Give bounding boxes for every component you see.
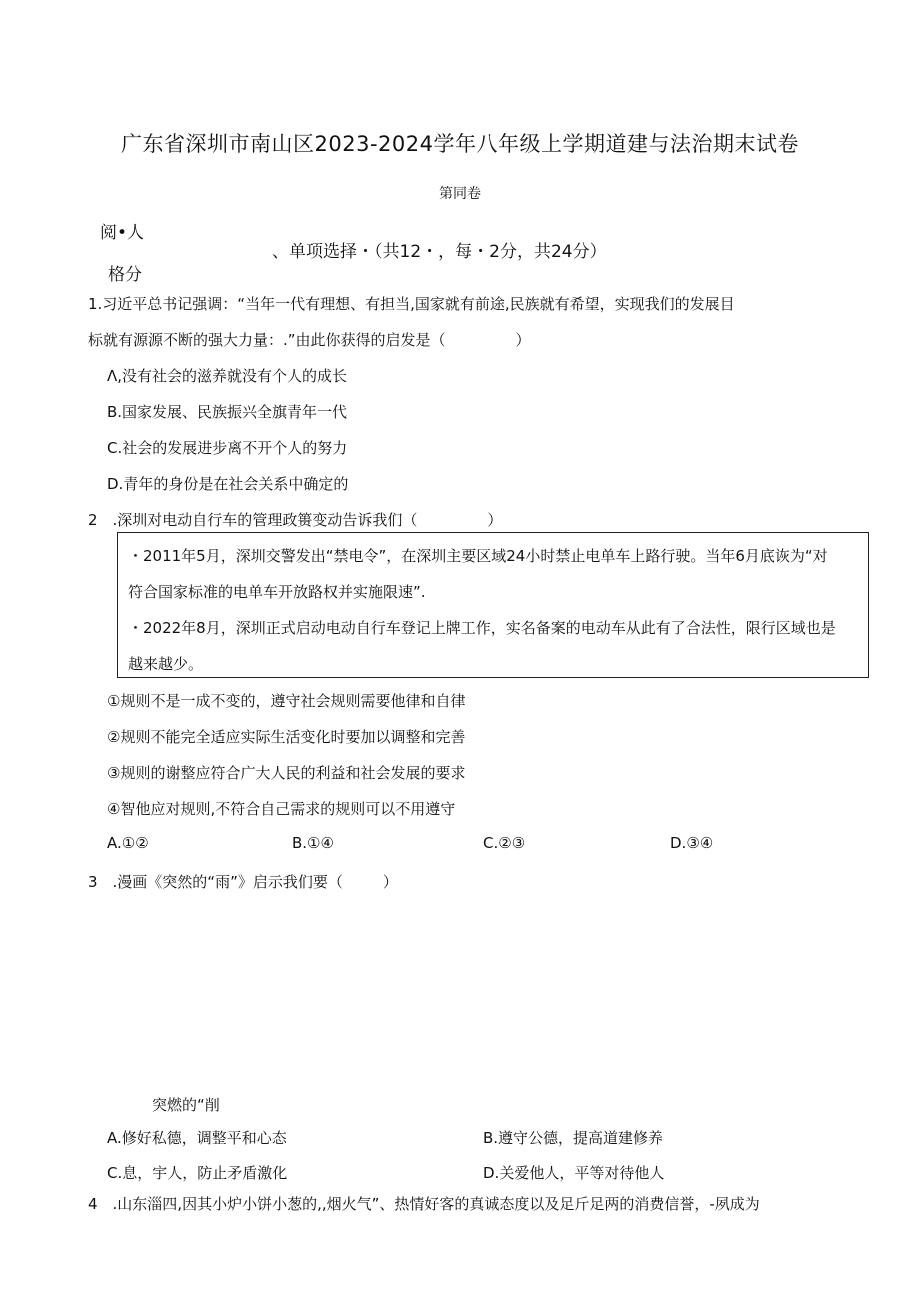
q1-option-d: D.青年的身份是在社会关系中确定的: [107, 475, 349, 493]
q3-option-c: C.息，宇人，防止矛盾激化: [107, 1164, 288, 1182]
q2-material-line2: 符合国家标准的电单车开放路权并实施限速”.: [128, 583, 426, 601]
q3-stem-close: ）: [382, 873, 398, 891]
q4-stem: 4 .山东淄四,因其小炉小饼小葱的,,烟火气”、热情好客的真诚态度以及足斤足两的消费信誉，-夙成为: [88, 1195, 760, 1213]
q3-option-a: A.修好私德，调整平和心态: [107, 1129, 287, 1147]
q3-cartoon-area: [110, 900, 810, 1080]
q3-stem: [88, 871, 398, 892]
q3-option-b: B.遵守公德，提高道建修养: [483, 1129, 664, 1147]
q2-material-line1: ・2011年5月，深圳交警发出“禁电令”，在深圳主要区域24小时禁止电单车上路行驶。当年6月底诙为“对: [128, 547, 828, 565]
q2-option-d: D.③④: [670, 834, 714, 852]
q2-statement-2: ②规则不能完全适应实际生活变化时要加以调整和完善: [107, 728, 466, 746]
q2-material-line3: ・2022年8月，深圳正式启动电动自行车登记上牌工作，实名备案的电动车从此有了合法性，限行区域也是: [128, 619, 836, 637]
q1-stem-line2: [88, 329, 531, 350]
q1-stem-text: 标就有源源不断的强大力量：.”由此你获得的启发是（: [88, 331, 446, 349]
q2-option-b: B.①④: [292, 834, 334, 852]
q3-stem-text: 3 .漫画《突然的“雨”》启示我们要（: [88, 873, 343, 891]
q1-stem-line1: 1.习近平总书记强调：“当年一代有理想、有担当,国家就有前途,民族就有希望，实现我们的发展目: [88, 295, 735, 313]
q1-option-b: B.国家发展、民族振兴全旗青年一代: [107, 403, 348, 421]
q2-stem: [88, 509, 502, 530]
q2-stem-text: 2 .深圳对电动自行车的管理政篑变动告诉我们（: [88, 511, 418, 529]
q2-material-box: [117, 532, 869, 678]
q2-stem-close: ）: [487, 511, 503, 529]
q2-statement-1: ①规则不是一成不变的，遵守社会规则需要他律和自律: [107, 692, 466, 710]
q1-option-a: Λ,没有社会的滋养就没有个人的成长: [107, 367, 348, 385]
q2-option-c: C.②③: [483, 834, 526, 852]
section-heading: 、单项选择・（共12・，每・2分，共24分）: [272, 242, 607, 262]
score-label: 格分: [108, 265, 142, 285]
exam-subtitle: 第同卷: [439, 186, 481, 202]
q3-option-d: D.关爱他人，平等对待他人: [483, 1164, 665, 1182]
q1-option-c: C.社会的发展进步离不开个人的努力: [107, 439, 348, 457]
q2-statement-4: ④智他应对规则,不符合自己需求的规则可以不用遵守: [107, 800, 456, 818]
q2-statement-3: ③规则的谢整应符合广大人民的利益和社会发展的要求: [107, 764, 466, 782]
q1-stem-close: ）: [515, 331, 531, 349]
q3-cartoon-caption: 突燃的“削: [152, 1096, 220, 1114]
q2-material-line4: 越来越少。: [128, 655, 204, 673]
exam-title: 广东省深圳市南山区2023-2024学年八年级上学期道建与法治期末试卷: [121, 132, 799, 156]
q2-option-a: A.①②: [107, 834, 149, 852]
grader-label: 阅•人: [100, 223, 145, 243]
